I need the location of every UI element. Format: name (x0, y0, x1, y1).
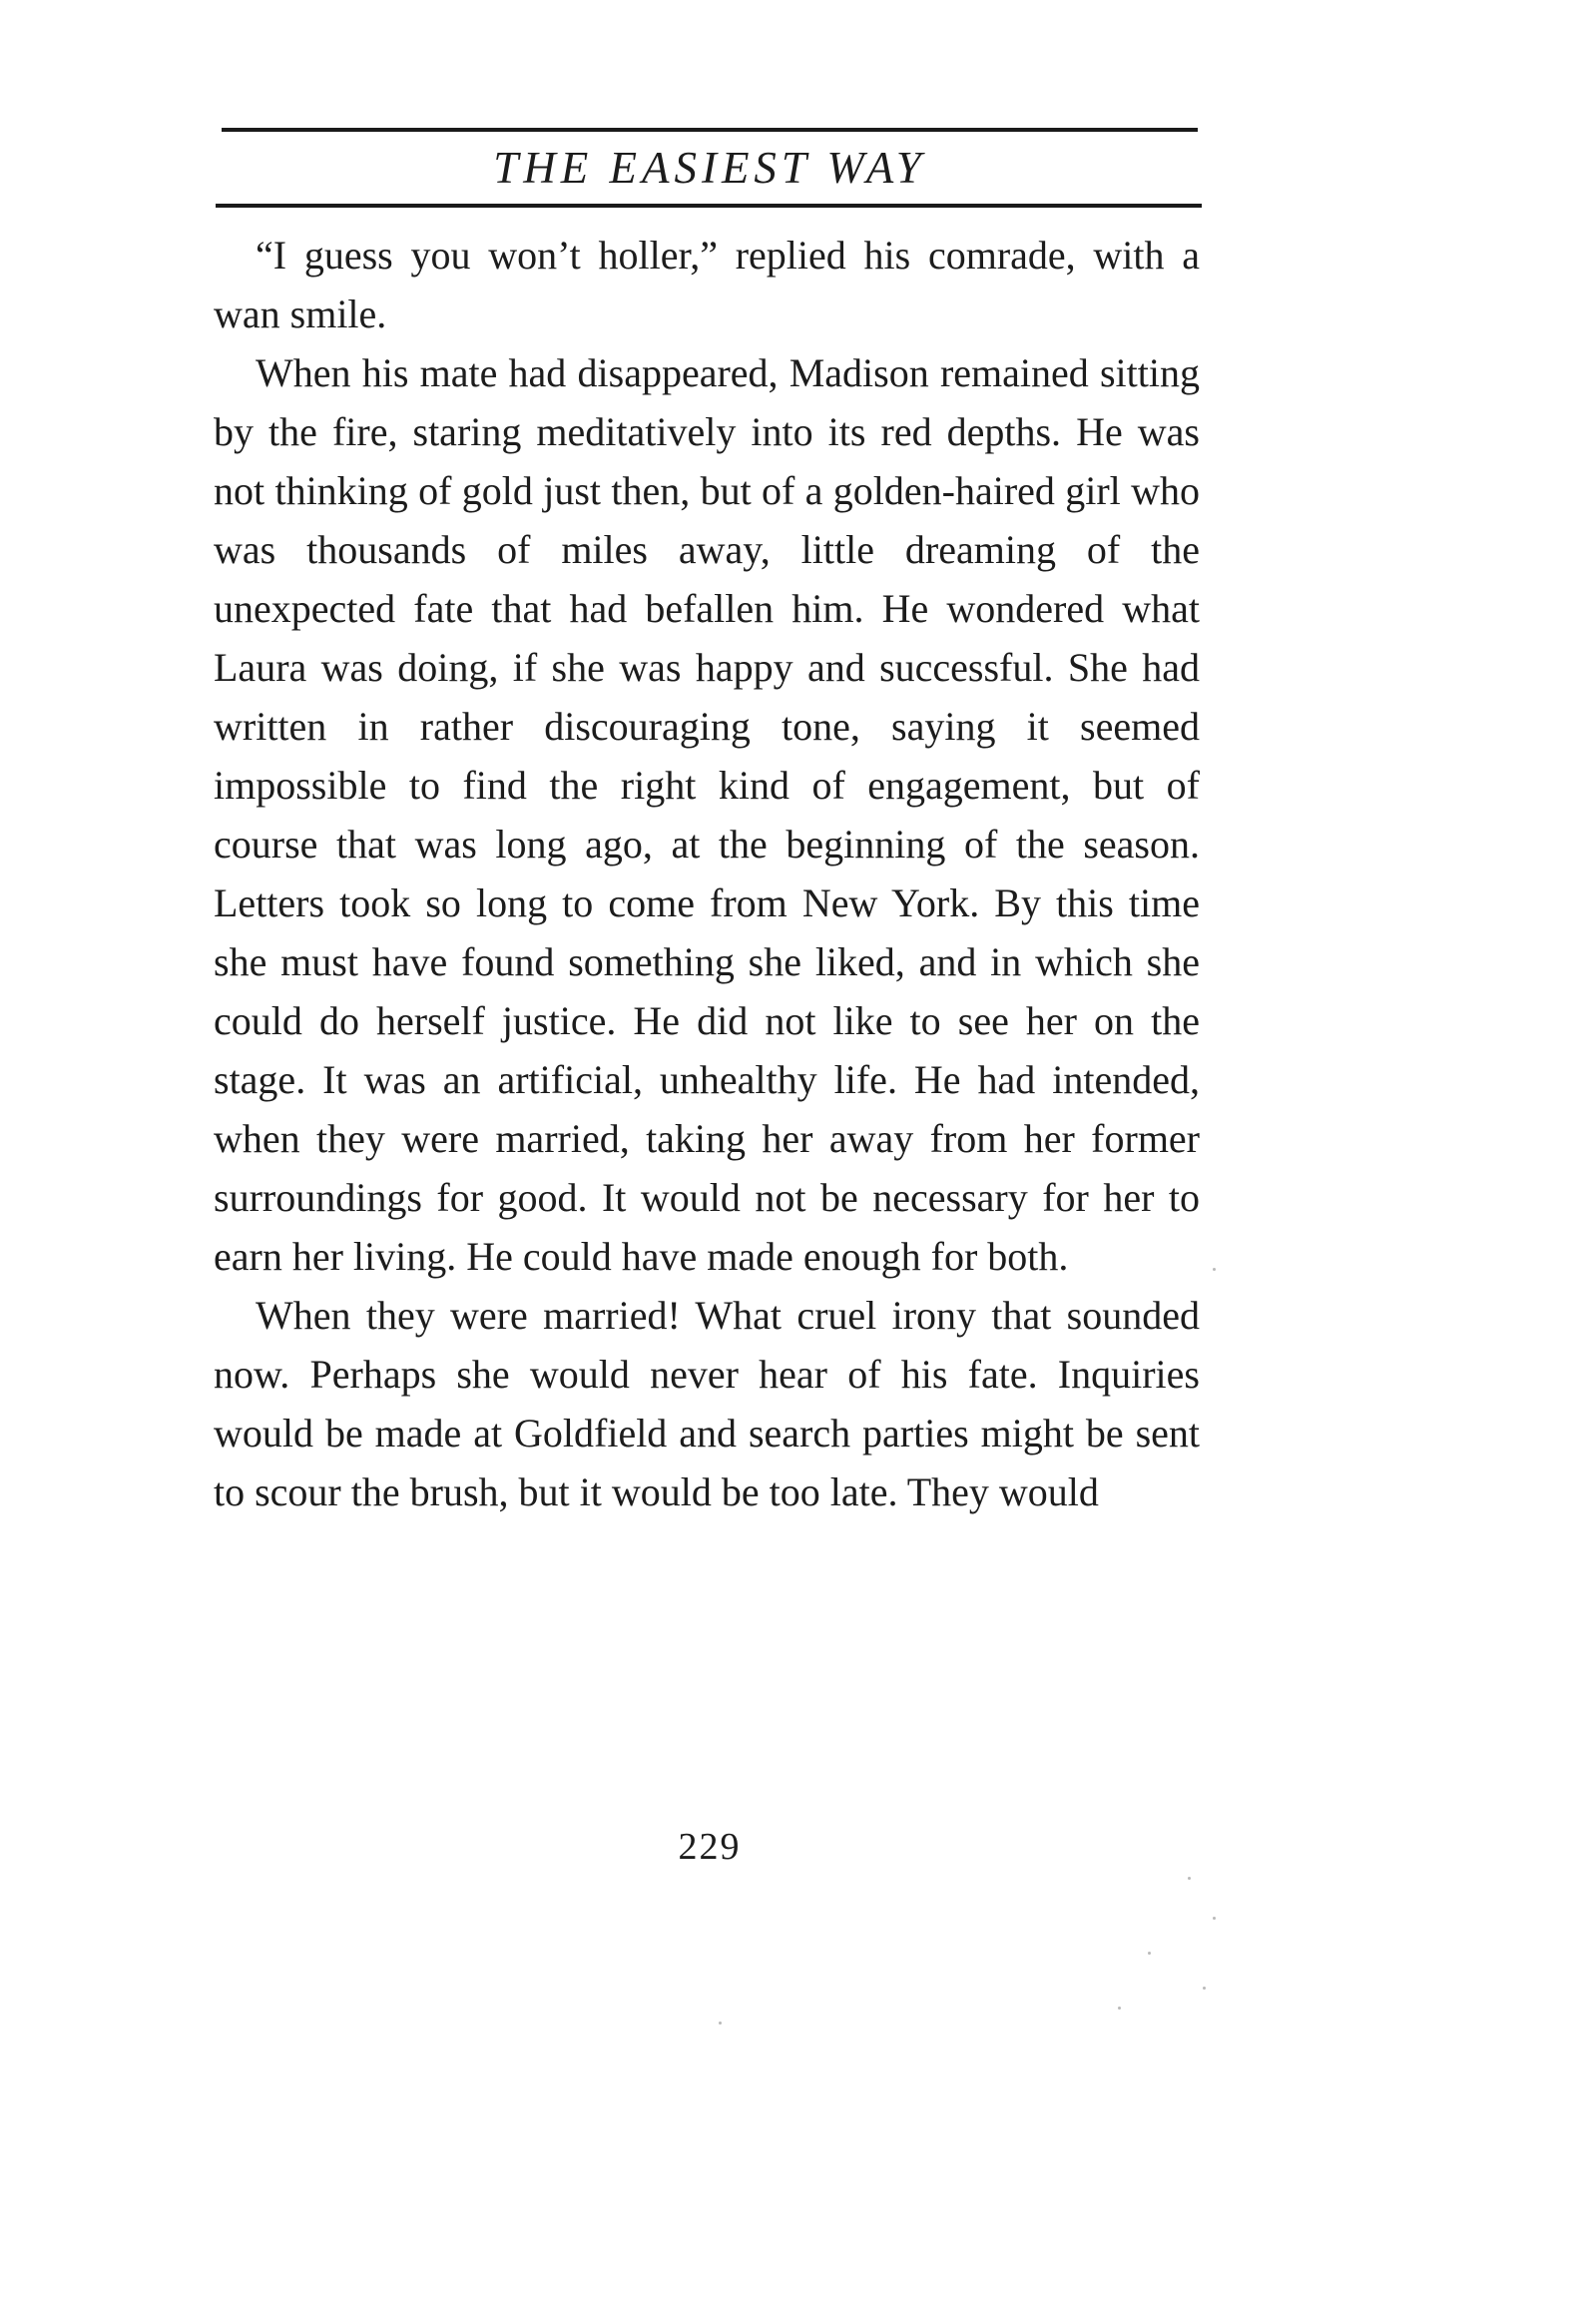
paragraph-1: “I guess you won’t holler,” replied his comrade, with a wan smile. (214, 233, 1200, 336)
running-head: THE EASIEST WAY (493, 143, 926, 193)
scan-speck (1118, 2007, 1121, 2010)
scan-speck (1203, 1987, 1206, 1990)
header-rule-top (222, 128, 1198, 132)
page-number: 229 (678, 1826, 742, 1868)
scan-speck (1213, 1917, 1216, 1920)
scan-speck (1213, 1268, 1216, 1271)
scan-speck (1148, 1952, 1151, 1955)
body-text (214, 226, 1200, 1521)
header-rule-bottom (216, 204, 1202, 208)
paragraph-2: When his mate had disappeared, Madison remained sitting by the fire, staring meditatively into its red depths. He was not thinking of gold just then, but of a golden-haired girl who was thousands of miles away, little dreaming of the unexpected fate that had befallen him. He wondered what Laura was doing, if she was happy and successful. She had written in rather discouraging tone, saying it seemed impossible to find the right kind of engagement, but of course that was long ago, at the beginning of the season. Letters took so long to come from New York. By this time she must have found something she liked, and in which she could do herself justice. He did not like to see her on the stage. It was an artificial, unhealthy life. He had intended, when they were married, taking her away from her former surroundings for good. It would not be necessary for her to earn her living. He could have made enough for both. (214, 350, 1200, 1279)
paragraph-3: When they were married! What cruel irony that sounded now. Perhaps she would never hear of his fate. Inquiries would be made at Goldfield and search parties might be sent to scour the brush, but it would be too late. They would (214, 1293, 1200, 1514)
scan-speck (719, 2022, 722, 2025)
scan-speck (1188, 1877, 1191, 1880)
